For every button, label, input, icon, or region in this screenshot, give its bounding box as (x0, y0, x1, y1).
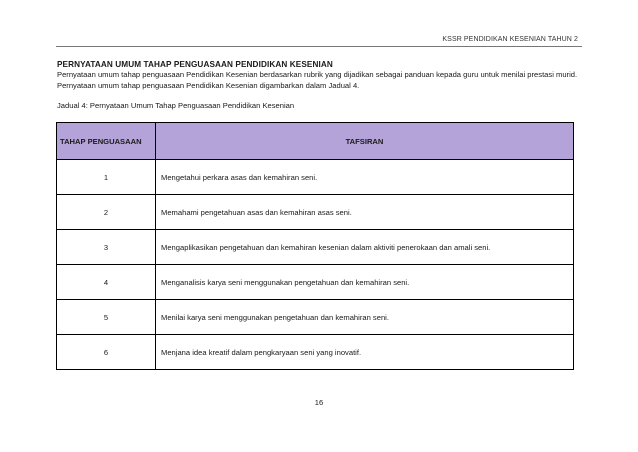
column-header-interpretation: TAFSIRAN (156, 123, 574, 160)
header-rule (56, 46, 582, 47)
level-cell: 3 (57, 230, 156, 265)
table-row (57, 160, 574, 195)
table-row (57, 335, 574, 370)
level-cell: 4 (57, 265, 156, 300)
table-row (57, 300, 574, 335)
mastery-level-table (56, 122, 574, 370)
description-cell: Menilai karya seni menggunakan pengetahuan dan kemahiran seni. (156, 300, 574, 335)
description-cell: Menganalisis karya seni menggunakan pengetahuan dan kemahiran seni. (156, 265, 574, 300)
intro-paragraph: Pernyataan umum tahap penguasaan Pendidikan Kesenian berdasarkan rubrik yang dijadikan sebagai panduan kepada guru untuk menilai prestasi murid. Pernyataan umum tahap penguasaan Pendidikan Kesenian digambarkan dalam Jadual 4. (57, 70, 578, 90)
description-cell: Mengetahui perkara asas dan kemahiran seni. (156, 160, 574, 195)
level-cell: 5 (57, 300, 156, 335)
section-title: PERNYATAAN UMUM TAHAP PENGUASAAN PENDIDIKAN KESENIAN (57, 60, 333, 69)
description-cell: Mengaplikasikan pengetahuan dan kemahiran kesenian dalam aktiviti penerokaan dan amali seni. (156, 230, 574, 265)
page-number: 16 (314, 398, 324, 407)
column-header-level: TAHAP PENGUASAAN (57, 123, 156, 160)
table-row (57, 230, 574, 265)
description-cell: Menjana idea kreatif dalam pengkaryaan seni yang inovatif. (156, 335, 574, 370)
running-header: KSSR PENDIDIKAN KESENIAN TAHUN 2 (442, 36, 578, 43)
description-cell: Memahami pengetahuan asas dan kemahiran asas seni. (156, 195, 574, 230)
table-caption: Jadual 4: Pernyataan Umum Tahap Penguasaan Pendidikan Kesenian (57, 101, 295, 110)
table-row (57, 195, 574, 230)
level-cell: 6 (57, 335, 156, 370)
level-cell: 2 (57, 195, 156, 230)
table-row (57, 265, 574, 300)
table-header-row (57, 123, 574, 160)
level-cell: 1 (57, 160, 156, 195)
